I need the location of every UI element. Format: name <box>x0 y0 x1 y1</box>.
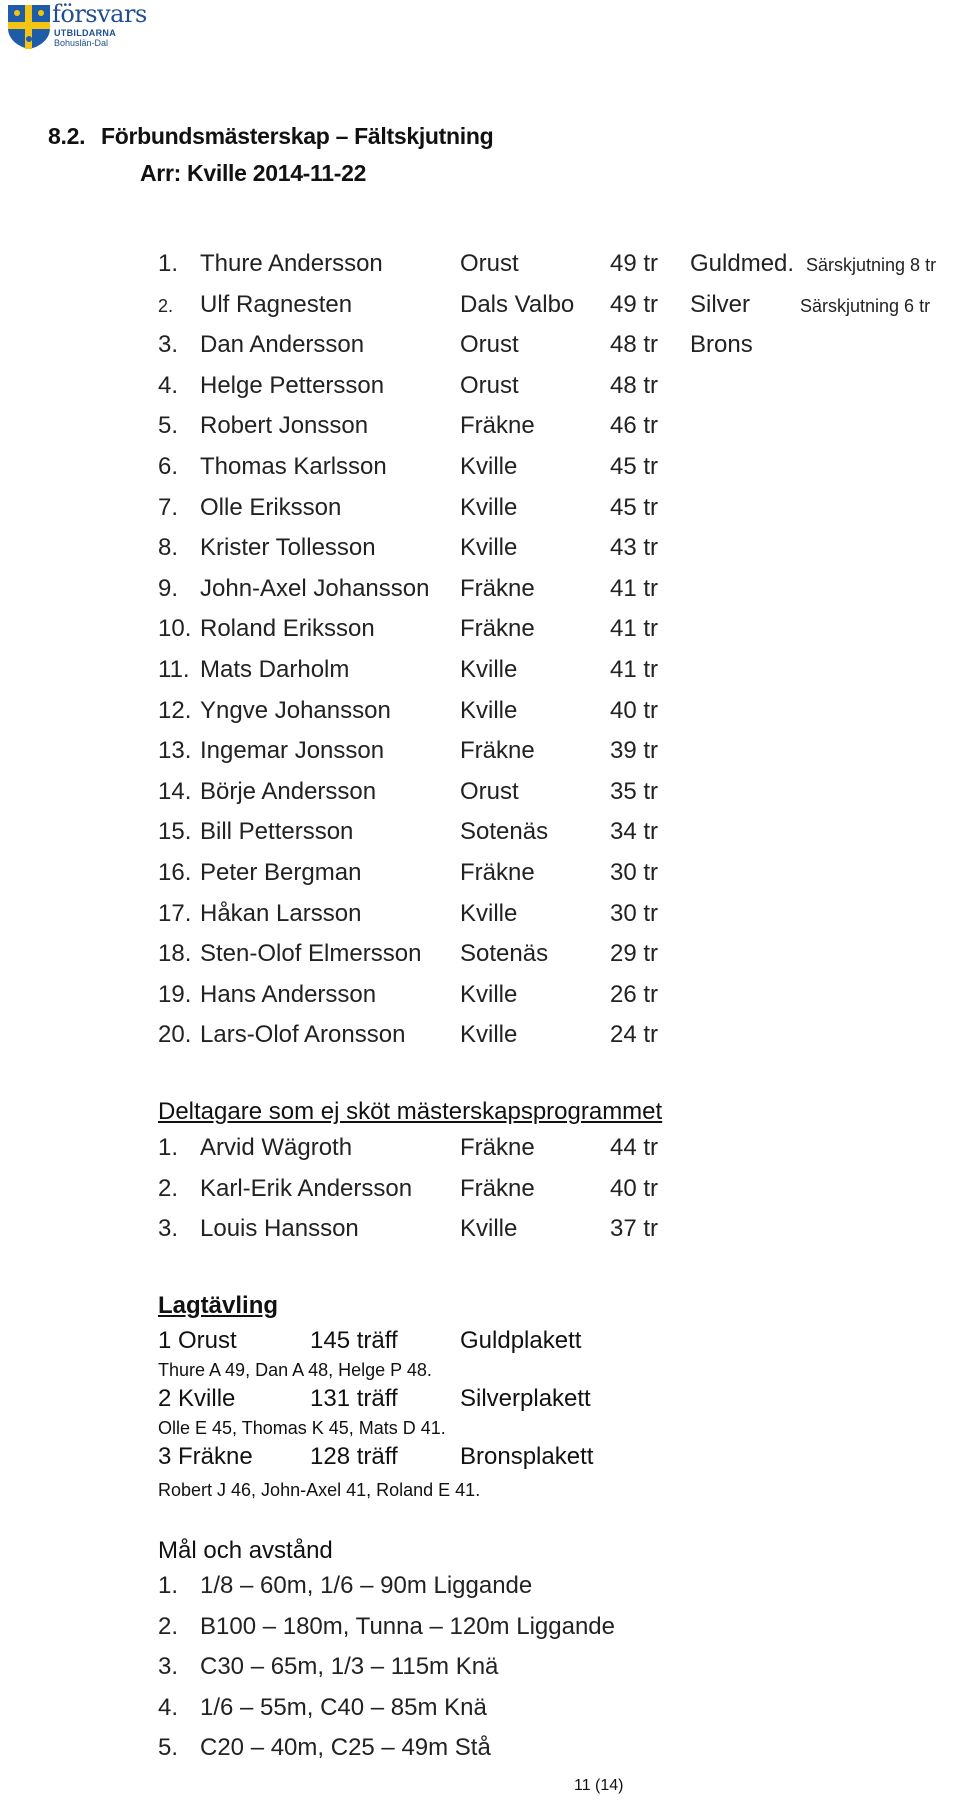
placing: 19. <box>158 980 192 1008</box>
shooter-name: John-Axel Johansson <box>200 574 430 602</box>
score: 41 tr <box>610 615 659 643</box>
placing: 7. <box>158 493 179 521</box>
team-score: 128 träff <box>310 1443 398 1470</box>
shooter-name: Dan Andersson <box>200 331 365 359</box>
score: 41 tr <box>610 574 659 602</box>
target-description: 1/8 – 60m, 1/6 – 90m Liggande <box>200 1572 533 1599</box>
team-members: Thure A 49, Dan A 48, Helge P 48. <box>158 1360 432 1380</box>
team-row <box>0 1443 960 1475</box>
club-name: Fräkne <box>460 615 535 643</box>
placing: 16. <box>158 859 192 886</box>
placing: 1. <box>158 1134 179 1161</box>
club-name: Fräkne <box>460 1134 535 1161</box>
club-name: Fräkne <box>460 1174 535 1202</box>
shooter-name: Thure Andersson <box>200 250 383 277</box>
result-row <box>0 575 960 609</box>
placing: 14. <box>158 777 192 805</box>
shooter-name: Louis Hansson <box>200 1215 359 1243</box>
logo-name: försvars <box>52 0 147 28</box>
team-name: 3 Fräkne <box>158 1443 253 1470</box>
club-name: Orust <box>460 371 519 399</box>
target-description: C20 – 40m, C25 – 49m Stå <box>200 1734 491 1762</box>
score: 24 tr <box>610 1021 659 1049</box>
shooter-name: Mats Darholm <box>200 656 350 683</box>
shooter-name: Håkan Larsson <box>200 899 362 927</box>
team-award: Silverplakett <box>460 1385 591 1412</box>
placing: 12. <box>158 696 192 724</box>
shooter-name: Bill Pettersson <box>200 818 354 846</box>
team-award: Guldplakett <box>460 1327 582 1354</box>
team-name: 1 Orust <box>158 1327 237 1354</box>
result-row <box>0 372 960 406</box>
club-name: Sotenäs <box>460 940 549 968</box>
score: 48 tr <box>610 371 659 399</box>
medal: Silver <box>690 290 751 318</box>
shooter-name: Robert Jonsson <box>200 412 369 440</box>
shooter-name: Peter Bergman <box>200 859 362 886</box>
target-row <box>0 1694 960 1728</box>
score: 41 tr <box>610 656 659 683</box>
score: 46 tr <box>610 412 659 440</box>
result-row <box>0 697 960 731</box>
club-name: Fräkne <box>460 859 535 886</box>
team-members: Robert J 46, John-Axel 41, Roland E 41. <box>158 1480 481 1500</box>
target-description: C30 – 65m, 1/3 – 115m Knä <box>200 1653 499 1681</box>
team-name: 2 Kville <box>158 1385 236 1412</box>
club-name: Orust <box>460 777 519 805</box>
non-championship-row <box>0 1175 960 1209</box>
score: 40 tr <box>610 696 659 724</box>
score: 37 tr <box>610 1215 659 1243</box>
result-row <box>0 331 960 365</box>
shoot-off: Särskjutning 6 tr <box>800 295 931 316</box>
shooter-name: Thomas Karlsson <box>200 453 387 480</box>
club-name: Kville <box>460 696 518 724</box>
club-name: Kville <box>460 899 518 927</box>
score: 39 tr <box>610 737 659 765</box>
arranger-line: Arr: Kville 2014-11-22 <box>140 160 367 186</box>
result-row <box>0 900 960 934</box>
club-name: Fräkne <box>460 412 535 440</box>
score: 49 tr <box>610 290 659 318</box>
result-row <box>0 737 960 771</box>
result-row <box>0 291 960 325</box>
target-number: 2. <box>158 1612 179 1640</box>
placing: 3. <box>158 331 179 359</box>
score: 26 tr <box>610 980 659 1008</box>
shooter-name: Lars-Olof Aronsson <box>200 1021 406 1049</box>
shooter-name: Yngve Johansson <box>200 696 391 724</box>
club-name: Fräkne <box>460 574 535 602</box>
placing: 15. <box>158 818 192 846</box>
shooter-name: Arvid Wägroth <box>200 1134 353 1161</box>
shooter-name: Ulf Ragnesten <box>200 290 353 318</box>
target-row <box>0 1653 960 1687</box>
score: 29 tr <box>610 940 659 968</box>
non-championship-title: Deltagare som ej sköt mästerskapsprogrammet <box>158 1098 663 1125</box>
result-row <box>0 940 960 974</box>
placing: 9. <box>158 574 179 602</box>
result-row <box>0 494 960 528</box>
result-row <box>0 981 960 1015</box>
club-name: Kville <box>460 534 518 562</box>
target-number: 3. <box>158 1653 179 1681</box>
page-title: Förbundsmästerskap – Fältskjutning <box>101 123 494 149</box>
score: 30 tr <box>610 899 659 927</box>
result-row <box>0 656 960 690</box>
team-members: Olle E 45, Thomas K 45, Mats D 41. <box>158 1418 446 1438</box>
section-number: 8.2. <box>48 123 86 149</box>
score: 44 tr <box>610 1134 659 1161</box>
shooter-name: Olle Eriksson <box>200 493 342 521</box>
target-row <box>0 1734 960 1768</box>
logo-subtitle: UTBILDARNA <box>54 28 116 38</box>
score: 34 tr <box>610 818 659 846</box>
result-row <box>0 1021 960 1055</box>
shooter-name: Karl-Erik Andersson <box>200 1174 413 1202</box>
score: 40 tr <box>610 1174 659 1202</box>
team-score: 145 träff <box>310 1327 398 1354</box>
team-score: 131 träff <box>310 1385 398 1412</box>
score: 48 tr <box>610 331 659 359</box>
club-name: Orust <box>460 250 519 277</box>
placing: 11. <box>158 656 190 683</box>
medal: Brons <box>690 331 753 359</box>
shooter-name: Krister Tollesson <box>200 534 376 562</box>
target-number: 5. <box>158 1734 179 1762</box>
placing: 20. <box>158 1021 192 1049</box>
shooter-name: Hans Andersson <box>200 980 377 1008</box>
target-row <box>0 1572 960 1606</box>
club-name: Kville <box>460 493 518 521</box>
club-name: Sotenäs <box>460 818 549 846</box>
shooter-name: Börje Andersson <box>200 777 377 805</box>
result-row <box>0 453 960 487</box>
result-row <box>0 778 960 812</box>
result-row <box>0 818 960 852</box>
target-number: 4. <box>158 1693 179 1721</box>
medal: Guldmed. <box>690 250 795 277</box>
club-name: Orust <box>460 331 519 359</box>
placing: 3. <box>158 1215 179 1243</box>
placing: 5. <box>158 412 179 440</box>
club-name: Kville <box>460 1215 518 1243</box>
placing: 2. <box>158 1174 179 1202</box>
result-row <box>0 534 960 568</box>
score: 30 tr <box>610 859 659 886</box>
target-description: 1/6 – 55m, C40 – 85m Knä <box>200 1693 487 1721</box>
target-number: 1. <box>158 1572 179 1599</box>
club-name: Kville <box>460 980 518 1008</box>
club-name: Kville <box>460 656 518 683</box>
placing: 8. <box>158 534 179 562</box>
score: 43 tr <box>610 534 659 562</box>
team-title: Lagtävling <box>158 1292 279 1319</box>
team-row <box>0 1385 960 1417</box>
placing: 1. <box>158 250 179 277</box>
result-row <box>0 859 960 893</box>
score: 45 tr <box>610 453 659 480</box>
club-name: Fräkne <box>460 737 535 765</box>
shooter-name: Sten-Olof Elmersson <box>200 940 422 968</box>
logo-region: Bohuslän-Dal <box>54 38 109 48</box>
target-description: B100 – 180m, Tunna – 120m Liggande <box>200 1612 615 1640</box>
result-row <box>0 250 960 284</box>
non-championship-row <box>0 1215 960 1249</box>
placing: 17. <box>158 899 192 927</box>
score: 45 tr <box>610 493 659 521</box>
placing: 18. <box>158 940 192 968</box>
shoot-off: Särskjutning 8 tr <box>806 255 937 275</box>
team-award: Bronsplakett <box>460 1443 594 1470</box>
target-row <box>0 1613 960 1647</box>
shooter-name: Roland Eriksson <box>200 615 375 643</box>
score: 35 tr <box>610 777 659 805</box>
page-number: 11 (14) <box>574 1777 624 1794</box>
team-row <box>0 1327 960 1359</box>
club-name: Dals Valbo <box>460 290 575 318</box>
placing: 13. <box>158 737 192 765</box>
non-championship-row <box>0 1134 960 1168</box>
shooter-name: Ingemar Jonsson <box>200 737 385 765</box>
result-row <box>0 412 960 446</box>
targets-title: Mål och avstånd <box>158 1537 333 1564</box>
placing: 2. <box>158 295 174 316</box>
club-name: Kville <box>460 453 518 480</box>
result-row <box>0 615 960 649</box>
score: 49 tr <box>610 250 659 277</box>
placing: 6. <box>158 453 179 480</box>
shooter-name: Helge Pettersson <box>200 371 385 399</box>
placing: 4. <box>158 371 179 399</box>
club-name: Kville <box>460 1021 518 1049</box>
placing: 10. <box>158 615 192 643</box>
